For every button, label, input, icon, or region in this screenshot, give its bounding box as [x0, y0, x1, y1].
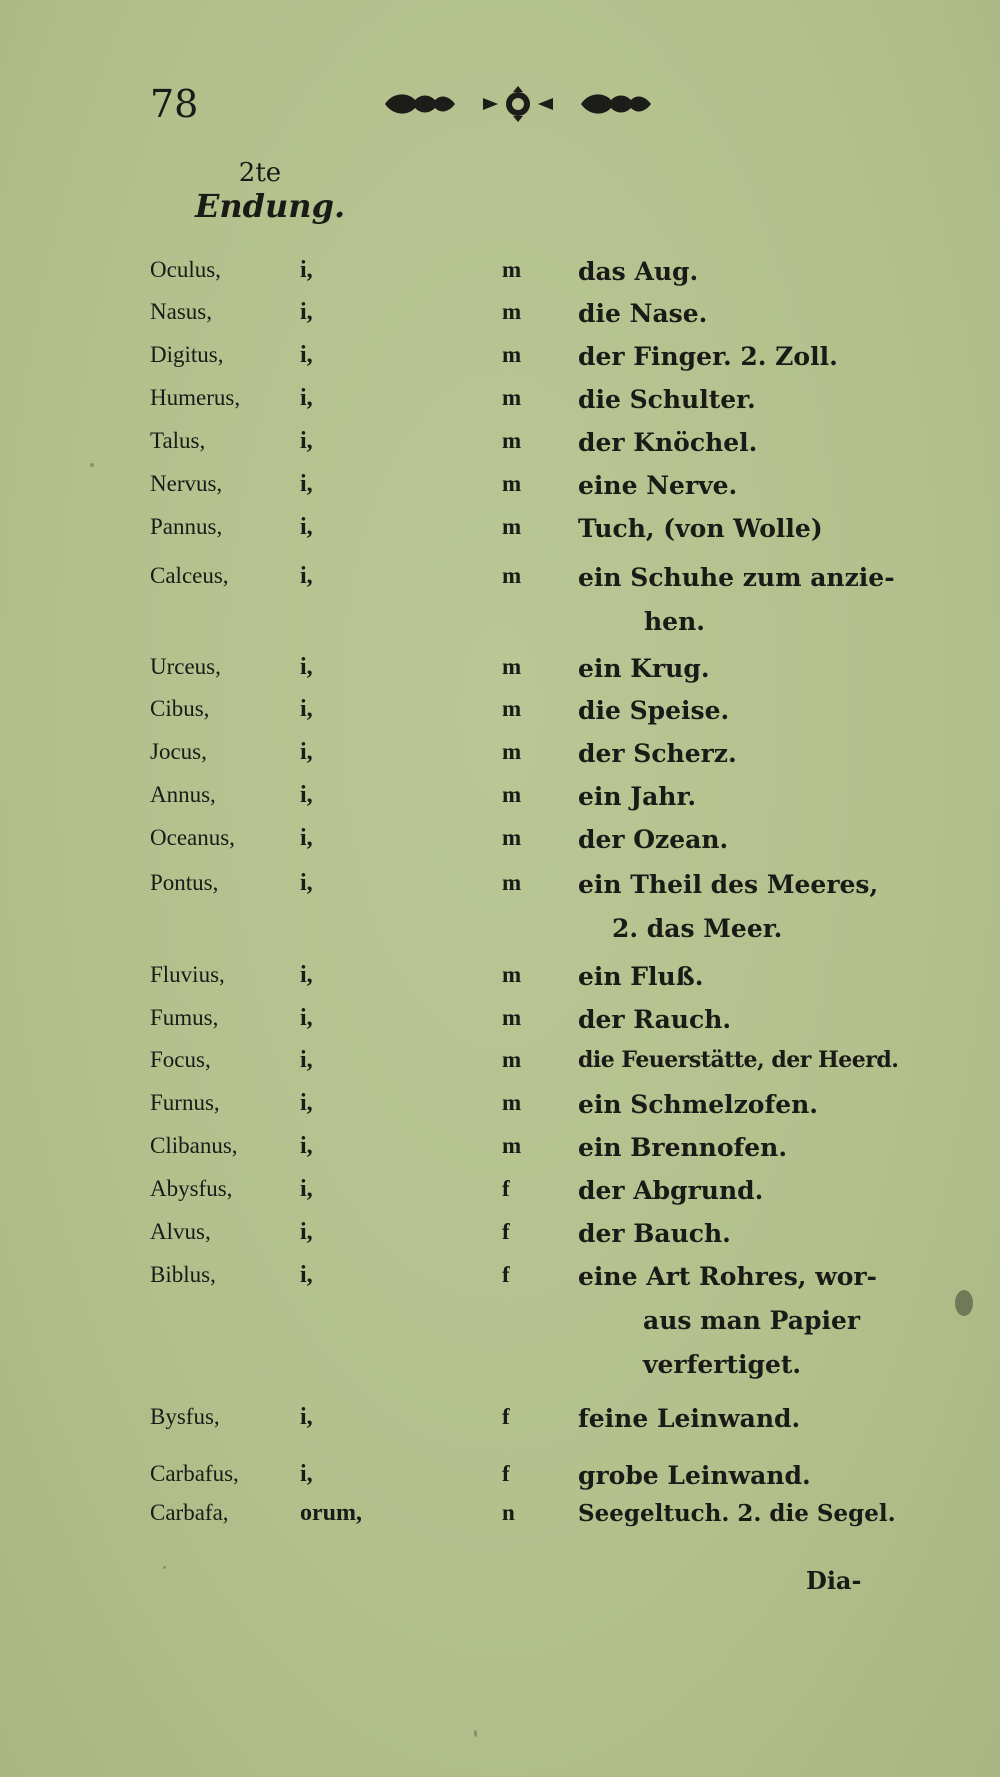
- table-row: [0, 1005, 1000, 1049]
- table-row: [0, 654, 1000, 698]
- genitive-ending: i,: [300, 342, 313, 368]
- latin-word: Bysfus,: [150, 1404, 220, 1429]
- genitive-ending: i,: [300, 385, 313, 411]
- latin-word: Carbafa,: [150, 1500, 229, 1525]
- gender: f: [502, 1176, 510, 1201]
- german-translation: ein Schmelzofen.: [578, 1090, 819, 1119]
- german-translation: der Bauch.: [578, 1219, 731, 1248]
- latin-word: Urceus,: [150, 654, 221, 679]
- genitive-ending: orum,: [300, 1500, 362, 1526]
- genitive-ending: i,: [300, 257, 313, 283]
- german-continuation: hen.: [644, 607, 705, 636]
- table-row: [0, 1262, 1000, 1397]
- latin-word: Abysfus,: [150, 1176, 233, 1201]
- genitive-ending: i,: [300, 1047, 313, 1073]
- german-translation: die Speise.: [578, 696, 730, 725]
- german-translation: die Feuerstätte, der Heerd.: [578, 1047, 899, 1073]
- table-row: [0, 299, 1000, 343]
- gender: n: [502, 1500, 515, 1525]
- table-row: [0, 514, 1000, 558]
- ornament-icon: [383, 84, 653, 124]
- german-translation: grobe Leinwand.: [578, 1461, 811, 1490]
- heading-line2: Endung.: [195, 187, 346, 225]
- latin-word: Digitus,: [150, 342, 224, 367]
- german-translation: Tuch, (von Wolle): [578, 514, 823, 543]
- genitive-ending: i,: [300, 1176, 313, 1202]
- latin-word: Annus,: [150, 782, 216, 807]
- latin-word: Nervus,: [150, 471, 223, 496]
- gender: f: [502, 1404, 510, 1429]
- gender: m: [502, 428, 522, 453]
- german-translation: der Scherz.: [578, 739, 737, 768]
- table-row: [0, 1404, 1000, 1448]
- genitive-ending: i,: [300, 428, 313, 454]
- german-translation: der Knöchel.: [578, 428, 758, 457]
- german-translation: ein Fluß.: [578, 962, 704, 991]
- paper-speck: [163, 1566, 166, 1569]
- genitive-ending: i,: [300, 563, 313, 589]
- table-row: [0, 1461, 1000, 1505]
- table-row: [0, 1500, 1000, 1544]
- catchword: Dia-: [806, 1566, 862, 1595]
- german-continuation: verfertiget.: [643, 1350, 802, 1379]
- latin-word: Calceus,: [150, 563, 229, 588]
- german-translation: der Ozean.: [578, 825, 729, 854]
- latin-word: Oceanus,: [150, 825, 235, 850]
- table-row: [0, 428, 1000, 472]
- gender: m: [502, 739, 522, 764]
- table-row: [0, 1176, 1000, 1220]
- gender: m: [502, 514, 522, 539]
- gender: m: [502, 1090, 522, 1115]
- german-translation: die Nase.: [578, 299, 708, 328]
- german-translation: das Aug.: [578, 257, 699, 286]
- genitive-ending: i,: [300, 870, 313, 896]
- gender: m: [502, 342, 522, 367]
- gender: m: [502, 825, 522, 850]
- gender: m: [502, 696, 522, 721]
- latin-word: Furnus,: [150, 1090, 220, 1115]
- genitive-ending: i,: [300, 514, 313, 540]
- german-translation: der Finger. 2. Zoll.: [578, 342, 838, 371]
- latin-word: Carbafus,: [150, 1461, 239, 1486]
- gender: f: [502, 1461, 510, 1486]
- table-row: [0, 1219, 1000, 1263]
- latin-word: Nasus,: [150, 299, 212, 324]
- gender: m: [502, 1047, 522, 1072]
- table-row: [0, 825, 1000, 869]
- table-row: [0, 739, 1000, 783]
- table-row: [0, 342, 1000, 386]
- latin-word: Fluvius,: [150, 962, 225, 987]
- genitive-ending: i,: [300, 299, 313, 325]
- paper-speck: [474, 1730, 477, 1737]
- latin-word: Biblus,: [150, 1262, 216, 1287]
- gender: m: [502, 1005, 522, 1030]
- gender: m: [502, 654, 522, 679]
- genitive-ending: i,: [300, 782, 313, 808]
- table-row: [0, 1047, 1000, 1091]
- genitive-ending: i,: [300, 1133, 313, 1159]
- table-row: [0, 870, 1000, 960]
- genitive-ending: i,: [300, 739, 313, 765]
- gender: m: [502, 1133, 522, 1158]
- genitive-ending: i,: [300, 1005, 313, 1031]
- genitive-ending: i,: [300, 696, 313, 722]
- gender: m: [502, 299, 522, 324]
- german-translation: der Abgrund.: [578, 1176, 764, 1205]
- german-translation: feine Leinwand.: [578, 1404, 801, 1433]
- table-row: [0, 563, 1000, 653]
- genitive-ending: i,: [300, 1219, 313, 1245]
- gender: m: [502, 870, 522, 895]
- table-row: [0, 962, 1000, 1006]
- latin-word: Talus,: [150, 428, 206, 453]
- table-row: [0, 1090, 1000, 1134]
- gender: m: [502, 471, 522, 496]
- gender: m: [502, 782, 522, 807]
- table-row: [0, 782, 1000, 826]
- gender: m: [502, 385, 522, 410]
- genitive-ending: i,: [300, 1262, 313, 1288]
- latin-word: Cibus,: [150, 696, 210, 721]
- german-translation: ein Brennofen.: [578, 1133, 788, 1162]
- latin-word: Clibanus,: [150, 1133, 238, 1158]
- latin-word: Humerus,: [150, 385, 241, 410]
- table-row: [0, 1133, 1000, 1177]
- paper-blemish: [955, 1290, 973, 1316]
- gender: m: [502, 257, 522, 282]
- latin-word: Oculus,: [150, 257, 221, 282]
- german-continuation: aus man Papier: [643, 1306, 861, 1335]
- paper-speck: [90, 463, 94, 467]
- gender: f: [502, 1262, 510, 1287]
- latin-word: Jocus,: [150, 739, 207, 764]
- latin-word: Alvus,: [150, 1219, 211, 1244]
- page-number: 78: [150, 82, 199, 126]
- table-row: [0, 257, 1000, 301]
- genitive-ending: i,: [300, 1404, 313, 1430]
- latin-word: Fumus,: [150, 1005, 219, 1030]
- latin-word: Pannus,: [150, 514, 223, 539]
- german-translation: eine Art Rohres, wor-: [578, 1262, 877, 1291]
- genitive-ending: i,: [300, 654, 313, 680]
- german-translation: ein Schuhe zum anzie-: [578, 563, 895, 592]
- section-heading: [195, 158, 346, 225]
- table-row: [0, 696, 1000, 740]
- gender: m: [502, 962, 522, 987]
- latin-word: Pontus,: [150, 870, 219, 895]
- table-row: [0, 471, 1000, 515]
- gender: m: [502, 563, 522, 588]
- genitive-ending: i,: [300, 471, 313, 497]
- genitive-ending: i,: [300, 1090, 313, 1116]
- genitive-ending: i,: [300, 825, 313, 851]
- german-continuation: 2. das Meer.: [612, 914, 783, 943]
- gender: f: [502, 1219, 510, 1244]
- table-row: [0, 385, 1000, 429]
- german-translation: die Schulter.: [578, 385, 756, 414]
- german-translation: ein Theil des Meeres,: [578, 870, 879, 899]
- german-translation: ein Jahr.: [578, 782, 697, 811]
- german-translation: eine Nerve.: [578, 471, 738, 500]
- heading-line1: 2te: [238, 158, 282, 188]
- german-translation: ein Krug.: [578, 654, 710, 683]
- german-translation: der Rauch.: [578, 1005, 732, 1034]
- german-translation: Seegeltuch. 2. die Segel.: [578, 1500, 896, 1527]
- latin-word: Focus,: [150, 1047, 211, 1072]
- genitive-ending: i,: [300, 962, 313, 988]
- genitive-ending: i,: [300, 1461, 313, 1487]
